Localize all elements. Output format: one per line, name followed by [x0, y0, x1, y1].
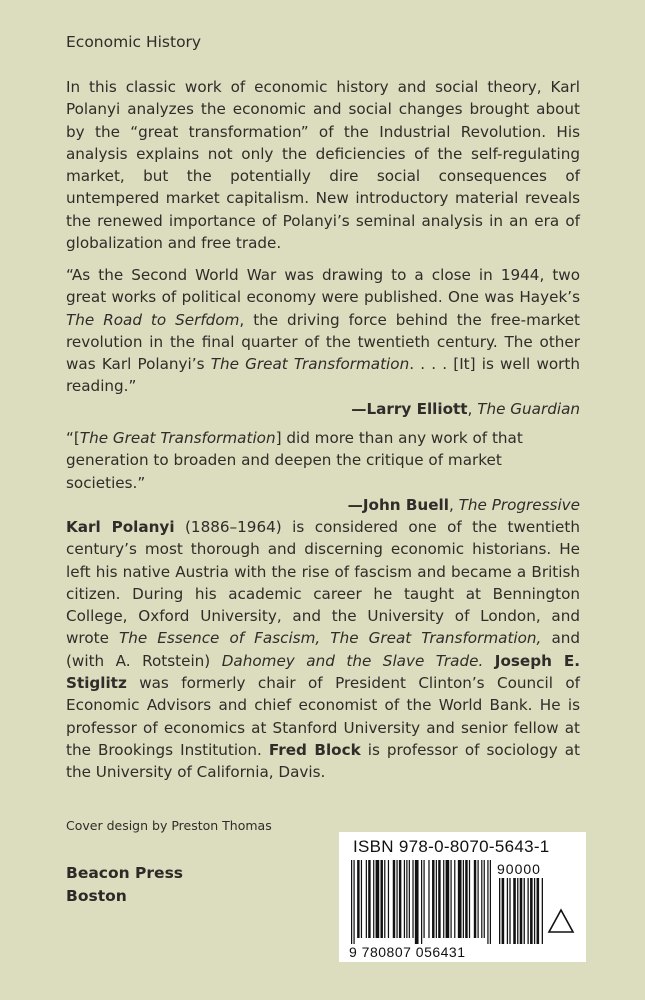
- barcode-bar: [530, 878, 533, 944]
- quote-progressive-text: “[The Great Transformation] did more than any work of that generation to broaden and deepen the critique of market societies.”: [66, 429, 523, 492]
- barcode-bar: [373, 860, 374, 938]
- barcode-bar: [524, 878, 525, 944]
- barcode-bar: [513, 878, 516, 944]
- barcode-bar: [450, 860, 451, 938]
- barcode-bar: [446, 860, 450, 938]
- publisher-city: Boston: [66, 887, 127, 905]
- barcode-bar: [399, 860, 401, 938]
- barcode-bar: [443, 860, 444, 938]
- barcode-bar: [484, 860, 485, 938]
- ean-digits: 9 780807 056431: [349, 944, 466, 960]
- barcode-bar: [415, 860, 419, 944]
- quote-progressive: [66, 427, 580, 516]
- barcode-bar: [517, 878, 518, 944]
- barcode-bar: [368, 860, 370, 938]
- barcode-bar: [474, 860, 476, 938]
- barcode-bar: [380, 860, 382, 938]
- barcode-bar: [534, 878, 535, 944]
- author-bios-text: Karl Polanyi (1886–1964) is considered one of the twentieth century’s most thorough and discerning economic historians. He left his native Austria with the rise of fascism and became a British citizen. During his academic career he taught at Bennington College, Oxford University, and the University of London, and wrote The Essence of Fascism, The Great Transformation, and (with A. Rotstein) Dahomey and the Slave Trade. Joseph E. Stiglitz was formerly chair of President Clinton’s Council of Economic Advisors and chief economist of the World Bank. He is professor of economics at Stanford University and senior fellow at the Brookings Institution. Fred Block is professor of sociology at the University of California, Davis.: [66, 518, 581, 782]
- barcode-bar: [406, 860, 407, 938]
- barcode-bar: [527, 878, 528, 944]
- price-code: 90000: [497, 861, 541, 877]
- description-text: In this classic work of economic history and social theory, Karl Polanyi analyzes the economic and social changes brought about by the “great transformation” of the Industrial Revolution. His analysis explains not only the deficiencies of the self-regulating market, but the potentially dire social consequences of untempered market capitalism. New introductory material reveals the renewed importance of Polanyi’s seminal analysis in an era of globalization and free trade.: [66, 78, 580, 253]
- author-bios: [66, 516, 580, 784]
- barcode-bar: [458, 860, 462, 938]
- barcode-bar: [502, 878, 505, 944]
- addon-barcode: [499, 878, 543, 944]
- barcode-panel: [339, 832, 586, 962]
- barcode-bar: [490, 860, 491, 944]
- barcode-bar: [361, 860, 362, 938]
- barcode-bar: [507, 878, 508, 944]
- triangle-icon: [547, 908, 575, 934]
- barcode-bar: [384, 860, 385, 938]
- barcode-bar: [469, 860, 470, 938]
- barcode-bar: [463, 860, 464, 938]
- barcode-bar: [351, 860, 352, 944]
- barcode-bar: [421, 860, 422, 944]
- barcode-bar: [499, 878, 500, 944]
- barcode-bar: [436, 860, 437, 938]
- category-label: Economic History: [66, 33, 202, 51]
- barcode-bar: [412, 860, 413, 938]
- barcode-bar: [477, 860, 478, 938]
- quote-guardian-text: “As the Second World War was drawing to a close in 1944, two great works of political economy were published. One was Hayek’s The Road to Serfdom, the driving force behind the free-market revolution in the final quarter of the twentieth century. The other was Karl Polanyi’s The Great Transformation. . . . [It] is well worth reading.”: [66, 266, 580, 396]
- barcode-bar: [376, 860, 380, 938]
- ean-barcode: [351, 860, 491, 944]
- barcode-bar: [487, 860, 488, 944]
- barcode-bar: [409, 860, 410, 938]
- quote-guardian-attribution: —Larry Elliott, The Guardian: [351, 399, 580, 418]
- barcode-bar: [396, 860, 397, 938]
- barcode-bar: [509, 878, 510, 944]
- barcode-bar: [393, 860, 395, 938]
- barcode-bar: [542, 878, 543, 944]
- barcode-bar: [366, 860, 367, 938]
- barcode-bar: [388, 860, 389, 938]
- cover-credit: Cover design by Preston Thomas: [66, 818, 272, 833]
- isbn-number: ISBN 978-0-8070-5643-1: [353, 837, 550, 856]
- barcode-bar: [432, 860, 434, 938]
- barcode-bar: [465, 860, 467, 938]
- barcode-bar: [481, 860, 482, 938]
- barcode-bar: [454, 860, 455, 938]
- barcode-bar: [423, 860, 424, 938]
- barcode-bar: [353, 860, 354, 944]
- barcode-bar: [428, 860, 429, 938]
- quote-progressive-attribution: —John Buell, The Progressive: [347, 495, 580, 514]
- barcode-bar: [520, 878, 523, 944]
- barcode-bar: [404, 860, 405, 938]
- barcode-bar: [357, 860, 359, 938]
- barcode-bar: [438, 860, 440, 938]
- book-description: [66, 76, 580, 254]
- publisher-name: Beacon Press: [66, 864, 184, 882]
- quote-guardian: [66, 264, 580, 420]
- publisher-imprint: [66, 862, 183, 908]
- barcode-bar: [537, 878, 540, 944]
